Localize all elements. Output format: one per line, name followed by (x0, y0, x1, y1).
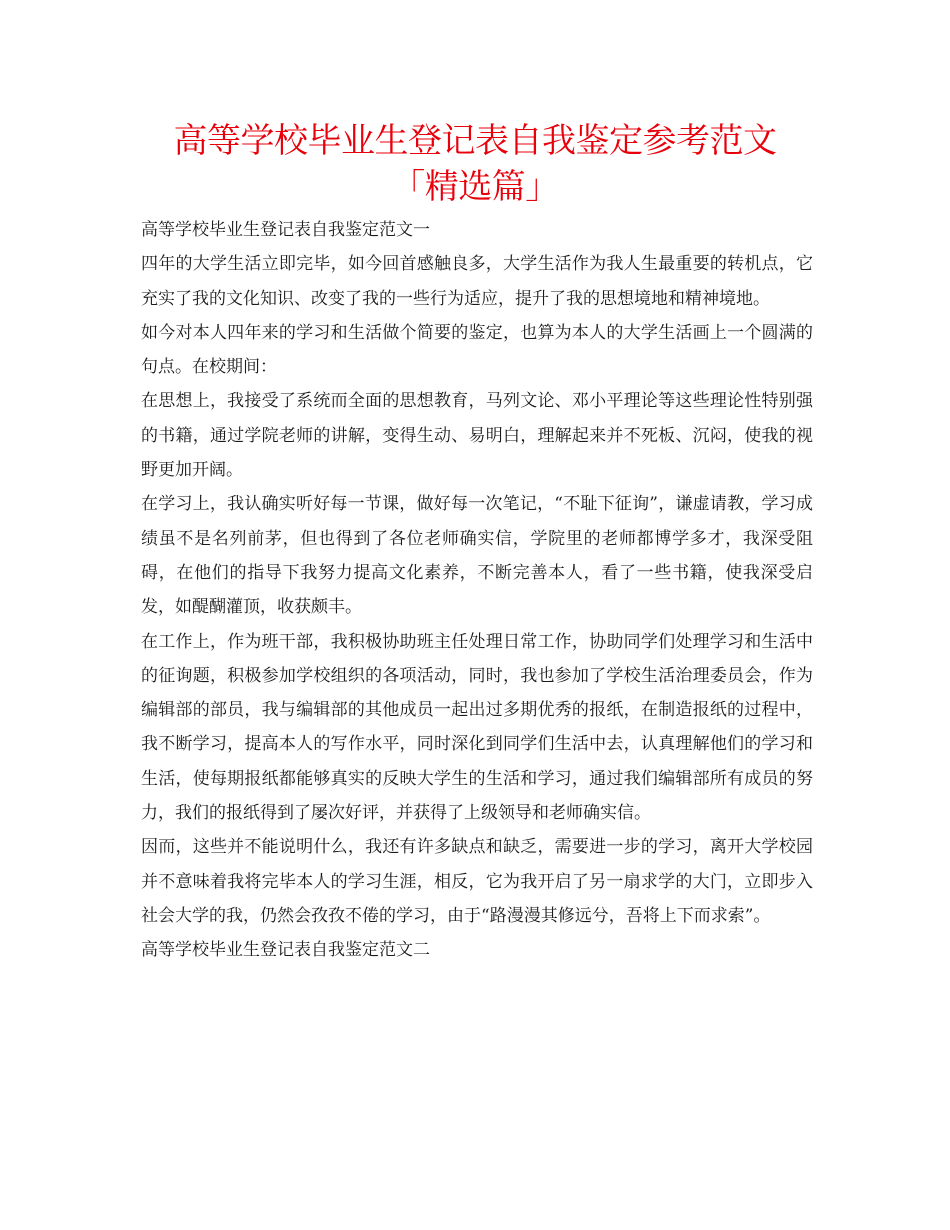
document-body (141, 213, 813, 968)
section-heading-2: 高等学校毕业生登记表自我鉴定范文二 (141, 940, 430, 961)
body-paragraph-study: 在学习上，我认确实听好每一节课，做好每一次笔记，“不耻下征询”，谦虚请教，学习成绩虽不是名列前茅，但也得到了各位老师确实信，学院里的老师都博学多才，我深受阻碍，在他们的指导下我努力提高文化素养，不断完善本人，看了一些书籍，使我深受启发，如醍醐灌顶，收获颇丰。 (141, 494, 813, 618)
body-paragraph-intro: 四年的大学生活立即完毕，如今回首感触良多，大学生活作为我人生最重要的转机点，它充实了我的文化知识、改变了我的一些行为适应，提升了我的思想境地和精神境地。 (141, 254, 813, 309)
body-paragraph-ideology: 在思想上，我接受了系统而全面的思想教育，马列文论、邓小平理论等这些理论性特别强的书籍，通过学院老师的讲解，变得生动、易明白，理解起来并不死板、沉闷，使我的视野更加开阔。 (141, 391, 813, 481)
section-heading-1: 高等学校毕业生登记表自我鉴定范文一 (141, 220, 430, 240)
document-title: 高等学校毕业生登记表自我鉴定参考范文「精选篇」 (173, 121, 777, 207)
body-paragraph-summary: 如今对本人四年来的学习和生活做个简要的鉴定，也算为本人的大学生活画上一个圆满的句点。在校期间： (141, 322, 813, 378)
body-paragraph-work: 在工作上，作为班干部，我积极协助班主任处理日常工作，协助同学们处理学习和生活中的征询题，积极参加学校组织的各项活动，同时，我也参加了学校生活治理委员会，作为编辑部的部员，我与编辑部的其他成员一起出过多期优秀的报纸，在制造报纸的过程中，我不断学习，提高本人的写作水平，同时深化到同学们生活中去，认真理解他们的学习和生活，使每期报纸都能够真实的反映大学生的生活和学习，通过我们编辑部所有成员的努力，我们的报纸得到了屡次好评，并获得了上级领导和老师确实信。 (141, 631, 813, 824)
body-paragraph-conclusion: 因而，这些并不能说明什么，我还有许多缺点和缺乏，需要进一步的学习，离开大学校园并不意味着我将完毕本人的学习生涯，相反，它为我开启了另一扇求学的大门，立即步入社会大学的我，仍然会孜孜不倦的学习，由于“路漫漫其修远兮，吾将上下而求索”。 (141, 837, 813, 926)
